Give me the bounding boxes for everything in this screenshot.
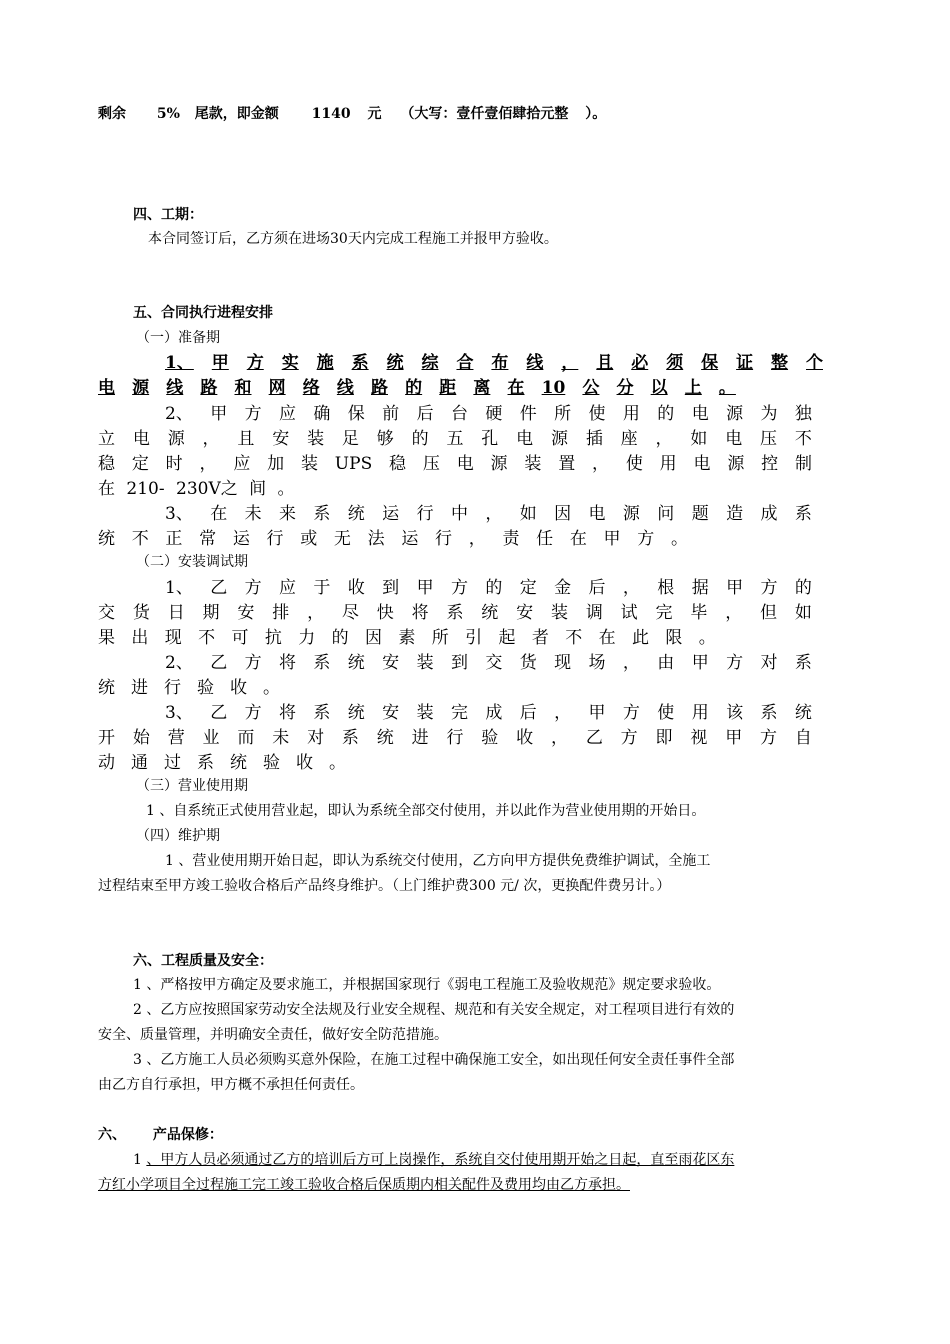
install-item-3-line-1: 3、 乙 方 将 系 统 安 装 完 成 后 ， 甲 方 使 用 该 系 统 <box>165 703 812 723</box>
quality-item-2-line-2: 安全、质量管理，并明确安全责任，做好安全防范措施。 <box>98 1027 448 1043</box>
warranty-item-1-text: 、甲方人员必须通过乙方的培训后方可上岗操作，系统自交付使用期开始之日起，直至雨花区东 <box>146 1152 735 1168</box>
prep-period-title: （一）准备期 <box>136 330 220 346</box>
section-5-heading: 五、合同执行进程安排 <box>133 305 273 321</box>
business-period-title: （三）营业使用期 <box>136 778 248 794</box>
maint-item-1-line-2: 过程结束至甲方竣工验收合格后产品终身维护。（上门维护费300 元/ 次，更换配件费另计。） <box>98 878 671 894</box>
payment-close: ）。 <box>585 106 607 122</box>
prep-item-1-line-1: 1、 甲 方 实 施 系 统 综 合 布 线 ， 且 必 须 保 证 整 个 <box>165 353 823 373</box>
quality-item-1: 1 、严格按甲方确定及要求施工，并根据国家现行《弱电工程施工及验收规范》规定要求验收。 <box>133 977 721 993</box>
section-6-heading: 六、工程质量及安全： <box>133 953 273 969</box>
prep-item-1-line-2: 电 源 线 路 和 网 络 线 路 的 距 离 在 10 公 分 以 上 。 <box>98 378 736 398</box>
payment-amount: 1140 <box>311 106 351 122</box>
warranty-item-number: 1 <box>133 1152 147 1168</box>
quality-item-3-line-1: 3 、乙方施工人员必须购买意外保险，在施工过程中确保施工安全，如出现任何安全责任事件全部 <box>133 1052 735 1068</box>
payment-percent: 5% <box>156 106 180 122</box>
quality-item-2-line-1: 2 、乙方应按照国家劳动安全法规及行业安全规程、规范和有关安全规定，对工程项目进行有效的 <box>133 1002 735 1018</box>
payment-daxie: （大写：壹仟壹佰肆拾元整 <box>400 106 569 122</box>
install-item-1-line-1: 1、 乙 方 应 于 收 到 甲 方 的 定 金 后 ， 根 据 甲 方 的 <box>165 578 812 598</box>
maint-item-1-line-1: 1 、营业使用期开始日起，即认为系统交付使用，乙方向甲方提供免费维护调试，全施工 <box>165 853 711 869</box>
install-item-3-line-3: 动 通 过 系 统 验 收 。 <box>98 753 346 773</box>
maint-period-title: （四）维护期 <box>136 828 220 844</box>
install-item-1-line-2: 交 货 日 期 安 排 ， 尽 快 将 系 统 安 装 调 试 完 毕 ， 但 如 <box>98 603 812 623</box>
warranty-heading <box>98 1126 223 1144</box>
warranty-heading-number: 六、 <box>98 1127 126 1143</box>
section-4-body: 本合同签订后，乙方须在进场30天内完成工程施工并报甲方验收。 <box>148 231 558 247</box>
install-item-2-line-1: 2、 乙 方 将 系 统 安 装 到 交 货 现 场 ， 由 甲 方 对 系 <box>165 653 812 673</box>
warranty-item-1-line-1 <box>133 1151 734 1169</box>
prep-item-2-line-1: 2、 甲 方 应 确 保 前 后 台 硬 件 所 使 用 的 电 源 为 独 <box>165 404 812 424</box>
install-item-1-line-3: 果 出 现 不 可 抗 力 的 因 素 所 引 起 者 不 在 此 限 。 <box>98 628 716 648</box>
install-item-2-line-2: 统 进 行 验 收 。 <box>98 678 280 698</box>
business-item-1: 1 、自系统正式使用营业起，即认为系统全部交付使用，并以此作为营业使用期的开始日。 <box>146 803 706 819</box>
prep-item-3-line-1: 3、 在 未 来 系 统 运 行 中 ， 如 因 电 源 问 题 造 成 系 <box>165 504 812 524</box>
prep-item-2-line-3: 稳 定 时 ， 应 加 装 UPS 稳 压 电 源 装 置 ， 使 用 电 源 控 制 <box>98 454 812 474</box>
prep-item-2-line-4: 在 210- 230V之 间 。 <box>98 479 295 499</box>
install-item-3-line-2: 开 始 营 业 而 未 对 系 统 进 行 验 收 ， 乙 方 即 视 甲 方 自 <box>98 728 812 748</box>
prep-item-3-line-2: 统 不 正 常 运 行 或 无 法 运 行 ， 责 任 在 甲 方 。 <box>98 529 688 549</box>
payment-tail: 尾款，即金额 <box>194 106 279 122</box>
warranty-heading-text: 产品保修： <box>152 1127 223 1143</box>
payment-remaining: 剩余 <box>98 106 126 122</box>
warranty-item-1-line-2: 方红小学项目全过程施工完工竣工验收合格后保质期内相关配件及费用均由乙方承担。 <box>98 1177 630 1193</box>
section-4-heading: 四、工期： <box>133 207 203 223</box>
prep-item-2-line-2: 立 电 源 ， 且 安 装 足 够 的 五 孔 电 源 插 座 ， 如 电 压 不 <box>98 429 812 449</box>
payment-line <box>98 105 606 123</box>
install-period-title: （二）安装调试期 <box>136 554 248 570</box>
payment-unit: 元 <box>367 106 382 122</box>
quality-item-3-line-2: 由乙方自行承担，甲方概不承担任何责任。 <box>98 1077 364 1093</box>
